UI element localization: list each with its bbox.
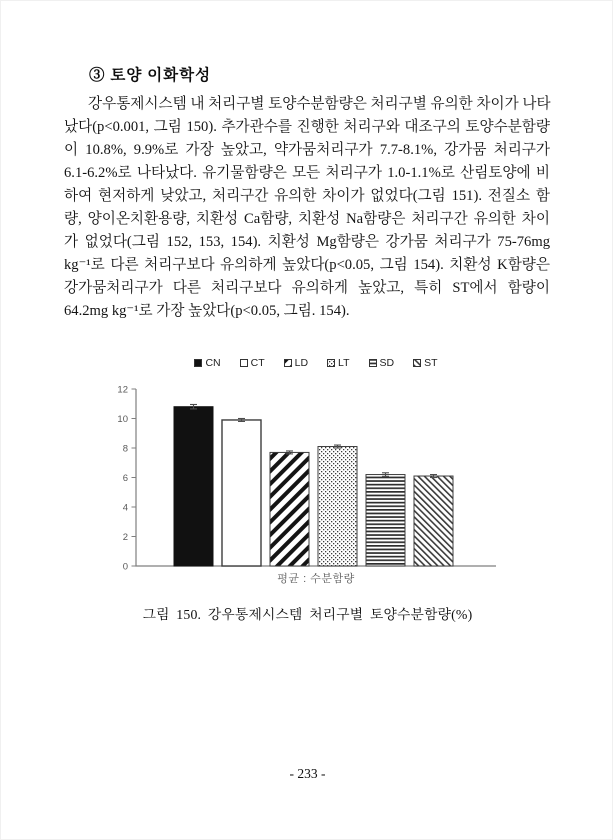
paragraph-line: 강가뭄처리구가 다른 처리구보다 유의하게 높았고, 특히 ST에서 함량이 [64,280,550,296]
y-tick-label: 0 [122,561,128,573]
legend-item-CT [240,357,265,369]
paragraph-line: 량, 양이온치환용량, 치환성 Ca함량, 치환성 Na함량은 처리구간 유의한 차이 [64,211,550,227]
legend-item-LD [284,357,308,369]
bar-CN [174,407,213,566]
legend-item-SD [369,357,395,369]
paragraph-line: 6.1-6.2%로 나타났다. 유기물함량은 모든 처리구가 1.0-1.1%로 산림토양에 비 [64,165,550,181]
legend-label: ST [424,357,438,369]
x-axis-label: 평균 : 수분함량 [277,573,355,585]
y-tick-label: 12 [117,384,128,396]
soil-moisture-bar-chart [101,356,521,595]
legend-label: CT [250,357,265,369]
y-tick-label: 8 [122,443,128,455]
section-heading: ③ 토양 이화학성 [89,67,212,84]
bar-LT [318,447,357,566]
chart-legend [136,356,496,370]
paragraph-line: kg⁻¹로 다른 처리구보다 유의하게 높았다(p<0.05, 그림 154). 치환성 K함량은 [64,257,550,273]
legend-swatch-icon [327,359,335,367]
legend-label: SD [379,357,395,369]
legend-swatch-icon [240,359,248,367]
legend-label: LT [338,357,350,369]
legend-label: CN [205,357,221,369]
chart-plot-area [101,383,521,595]
y-tick-label: 10 [117,414,128,425]
legend-label: LD [294,357,309,369]
legend-swatch-icon [413,359,421,367]
paragraph-line: 하여 현저하게 낮았고, 처리구간 유의한 차이가 없었다(그림 151). 전질소 함 [64,188,550,204]
paragraph-line: 강우통제시스템 내 처리구별 토양수분함량은 처리구별 유의한 차이가 나타 [88,96,551,112]
body-paragraph [64,93,550,323]
bar-CT [222,420,261,566]
bar-SD [366,475,405,566]
paragraph-line: 64.2mg kg⁻¹로 가장 높았다(p<0.05, 그림. 154). [64,303,350,319]
legend-swatch-icon [284,359,292,367]
page-number: - 233 - [289,766,326,781]
bar-ST [414,476,453,566]
paragraph-line: 이 10.8%, 9.9%로 가장 높았고, 약가뭄처리구가 7.7-8.1%, 강가뭄 처리구가 [64,142,550,158]
legend-item-CN [194,357,220,369]
paragraph-line: 가 없었다(그림 152, 153, 154). 치환성 Mg함량은 강가뭄 처리구가 75-76mg [64,234,550,250]
bar-LD [270,452,309,566]
y-tick-label: 4 [122,502,128,514]
legend-item-ST [413,357,437,369]
y-tick-label: 2 [122,532,128,543]
figure-caption: 그림 150. 강우통제시스템 처리구별 토양수분함량(%) [142,607,473,622]
legend-item-LT [327,357,349,369]
legend-swatch-icon [194,359,202,367]
legend-swatch-icon [369,359,377,367]
paragraph-line: 났다(p<0.001, 그림 150). 추가관수를 진행한 처리구와 대조구의 토양수분함량 [64,119,550,135]
y-tick-label: 6 [122,473,128,484]
